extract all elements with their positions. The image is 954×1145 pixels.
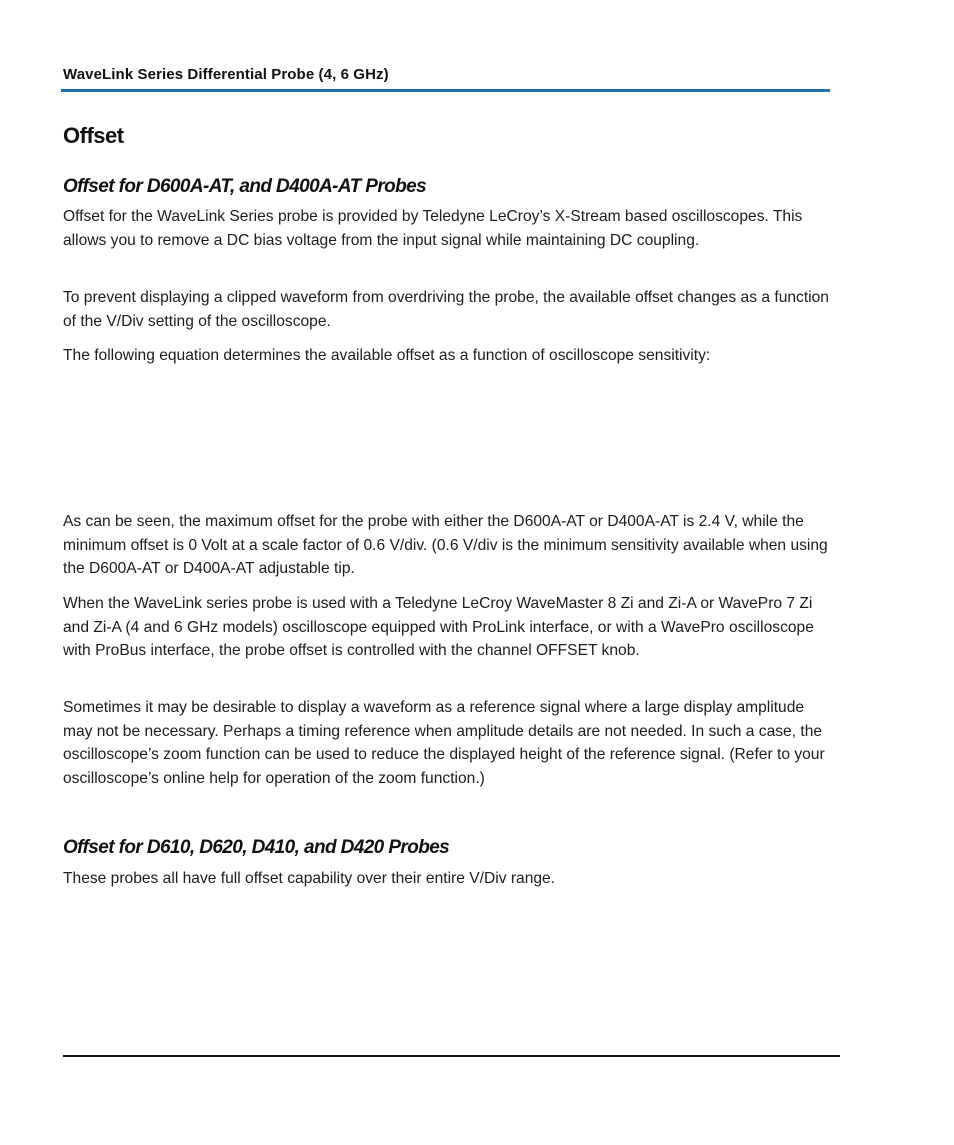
paragraph-offset-intro: Offset for the WaveLink Series probe is provided by Teledyne LeCroy’s X-Stream based oscilloscopes. This allows you to remove a DC bias voltage from the input signal while maintaining DC coupling. (63, 208, 803, 249)
equation-area (63, 380, 833, 505)
subsection-title-offset-d600a-d400a: Offset for D600A-AT, and D400A-AT Probes (63, 176, 427, 197)
header-rule (61, 89, 830, 92)
paragraph-reference-signal: Sometimes it may be desirable to display a waveform as a reference signal where a large display amplitude may not be necessary. Perhaps a timing reference when amplitude details are not needed. In such a case, the oscilloscope’s zoom function can be used to reduce the displayed height of the reference signal. (Refer to your oscilloscope’s online help for operation of the zoom function.) (63, 699, 825, 787)
section-title: Offset (63, 123, 124, 148)
footer-rule (63, 1055, 840, 1057)
paragraph-maximum-offset: As can be seen, the maximum offset for the probe with either the D600A-AT or D400A-AT is 2.4 V, while the minimum offset is 0 Volt at a scale factor of 0.6 V/div. (0.6 V/div is the minimum sensitivity available when using the D600A-AT or D400A-AT adjustable tip. (63, 513, 828, 578)
paragraph-full-offset: These probes all have full offset capability over their entire V/Div range. (63, 870, 556, 887)
paragraph-equation-intro: The following equation determines the available offset as a function of oscilloscope sensitivity: (63, 347, 711, 364)
running-header: WaveLink Series Differential Probe (4, 6 GHz) (63, 66, 389, 83)
paragraph-clipped-waveform: To prevent displaying a clipped waveform from overdriving the probe, the available offset changes as a function of the V/Div setting of the oscilloscope. (63, 289, 829, 330)
subsection-title-offset-d610-d620-d410-d420: Offset for D610, D620, D410, and D420 Probes (63, 837, 450, 858)
paragraph-wavelink-usage: When the WaveLink series probe is used with a Teledyne LeCroy WaveMaster 8 Zi and Zi-A or WavePro 7 Zi and Zi-A (4 and 6 GHz models) oscilloscope equipped with ProLink interface, or with a WavePro oscilloscope with ProBus interface, the probe offset is controlled with the channel OFFSET knob. (63, 595, 814, 660)
